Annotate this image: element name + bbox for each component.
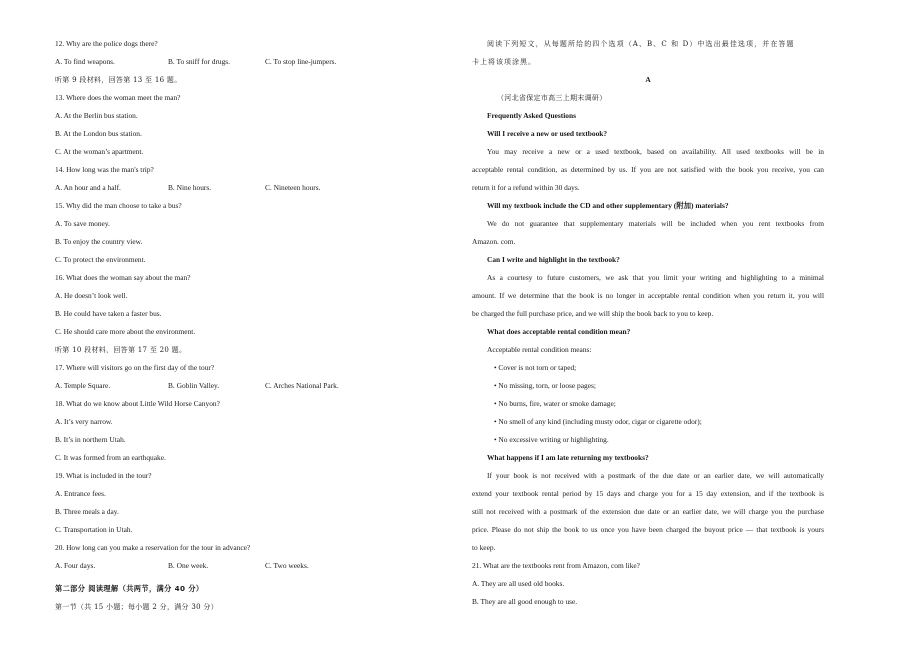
section-9-instruction: 听第 9 段材料，回答第 13 至 16 题。 [55,76,182,84]
faq-answer-line: Amazon. com. [472,237,516,246]
part-2-heading: 第二部分 阅读理解（共两节，满分 40 分） [55,584,204,593]
question-17-options [55,381,445,391]
option-a: A. Entrance fees. [55,489,106,498]
question-12-options [55,57,445,67]
question-17: 17. Where will visitors go on the first day of the tour? [55,363,215,372]
condition-bullet: • No smell of any kind (including musty odor, cigar or cigarette odor); [494,417,702,426]
condition-bullet: • No missing, torn, or loose pages; [494,381,596,390]
reading-instructions-line-2: 卡上将该项涂黑。 [472,58,536,66]
option-b: B. To sniff for drugs. [168,57,231,66]
option-c: C. Nineteen hours. [265,183,321,192]
option-a: A. They are all used old books. [472,579,565,588]
condition-bullet: • No excessive writing or highlighting. [494,435,609,444]
faq-answer-line: to keep. [472,543,496,552]
section-1-heading: 第一节（共 15 小题；每小题 2 分，满分 30 分） [55,603,219,611]
faq-question: Can I write and highlight in the textbook? [487,255,620,264]
option-c: C. It was formed from an earthquake. [55,453,166,462]
option-a: A. Four days. [55,561,96,570]
option-c: C. Arches National Park. [265,381,339,390]
faq-question: Will my textbook include the CD and other supplementary (附加) materials? [487,201,729,210]
faq-answer-line: acceptable rental condition, as determined by us. If you are not satisfied with the book you receive, you can [472,165,824,174]
passage-label: A [645,75,651,84]
faq-question: What happens if I am late returning my textbooks? [487,453,649,462]
faq-answer-line: As a courtesy to future customers, we ask that you limit your writing and highlighting to a minimal [487,273,824,282]
faq-answer-line: still not received with a postmark of the extension due date or an earlier date, we will charge you the purchase [472,507,824,516]
option-b: B. At the London bus station. [55,129,142,138]
option-c: C. Transportation in Utah. [55,525,133,534]
option-b: B. He could have taken a faster bus. [55,309,162,318]
question-12: 12. Why are the police dogs there? [55,39,158,48]
option-b: B. They are all good enough to use. [472,597,578,606]
option-b: B. Nine hours. [168,183,212,192]
question-20-options [55,561,445,571]
faq-answer-line: extend your textbook rental period by 15 days and charge you for a 15 day extension, and if the textbook is [472,489,824,498]
faq-answer-line: price. Please do not ship the book to us once you have been charged the buyout price — that textbook is yours [472,525,824,534]
option-a: A. At the Berlin bus station. [55,111,138,120]
option-c: C. At the woman’s apartment. [55,147,144,156]
question-14-options [55,183,445,193]
option-a: A. It’s very narrow. [55,417,113,426]
option-b: B. Three meals a day. [55,507,119,516]
faq-question: What does acceptable rental condition mean? [487,327,631,336]
condition-bullet: • No burns, fire, water or smoke damage; [494,399,616,408]
option-a: A. He doesn’t look well. [55,291,128,300]
option-a: A. Temple Square. [55,381,111,390]
section-10-instruction: 听第 10 段材料，回答第 17 至 20 题。 [55,346,187,354]
option-a: A. An hour and a half. [55,183,121,192]
faq-answer-line: We do not guarantee that supplementary materials will be included when you rent textbooks from [487,219,824,228]
option-c: C. He should care more about the environment. [55,327,196,336]
question-16: 16. What does the woman say about the man? [55,273,191,282]
option-b: B. To enjoy the country view. [55,237,143,246]
option-b: B. One week. [168,561,209,570]
question-21: 21. What are the textbooks rent from Amazon, com like? [472,561,640,570]
question-14: 14. How long was the man's trip? [55,165,154,174]
passage-title: Frequently Asked Questions [487,111,576,120]
question-20: 20. How long can you make a reservation for the tour in advance? [55,543,251,552]
reading-instructions-line-1: 阅读下列短文，从每题所给的四个选项（A、B、C 和 D）中选出最佳选项，并在答题 [487,40,795,48]
faq-answer-intro: Acceptable rental condition means: [487,345,592,354]
faq-answer-line: return it for a refund within 30 days. [472,183,580,192]
option-b: B. Goblin Valley. [168,381,220,390]
option-c: C. Two weeks. [265,561,309,570]
option-b: B. It’s in northern Utah. [55,435,126,444]
faq-answer-line: be charged the full purchase price, and we will ship the book back to you to keep. [472,309,714,318]
question-13: 13. Where does the woman meet the man? [55,93,181,102]
question-18: 18. What do we know about Little Wild Horse Canyon? [55,399,220,408]
option-a: A. To save money. [55,219,110,228]
faq-answer-line: You may receive a new or a used textbook, based on availability. All used textbooks will be in [487,147,824,156]
question-19: 19. What is included in the tour? [55,471,152,480]
condition-bullet: • Cover is not torn or taped; [494,363,577,372]
passage-source: （河北省保定市高三上期末调研） [497,94,607,102]
option-a: A. To find weapons. [55,57,115,66]
option-c: C. To stop line-jumpers. [265,57,337,66]
question-15: 15. Why did the man choose to take a bus? [55,201,182,210]
option-c: C. To protect the environment. [55,255,146,264]
faq-answer-line: If your book is not received with a postmark of the due date or an earlier date, we will automatically [487,471,824,480]
faq-answer-line: amount. If we determine that the book is no longer in acceptable rental condition when you return it, you will [472,291,824,300]
faq-question: Will I receive a new or used textbook? [487,129,608,138]
